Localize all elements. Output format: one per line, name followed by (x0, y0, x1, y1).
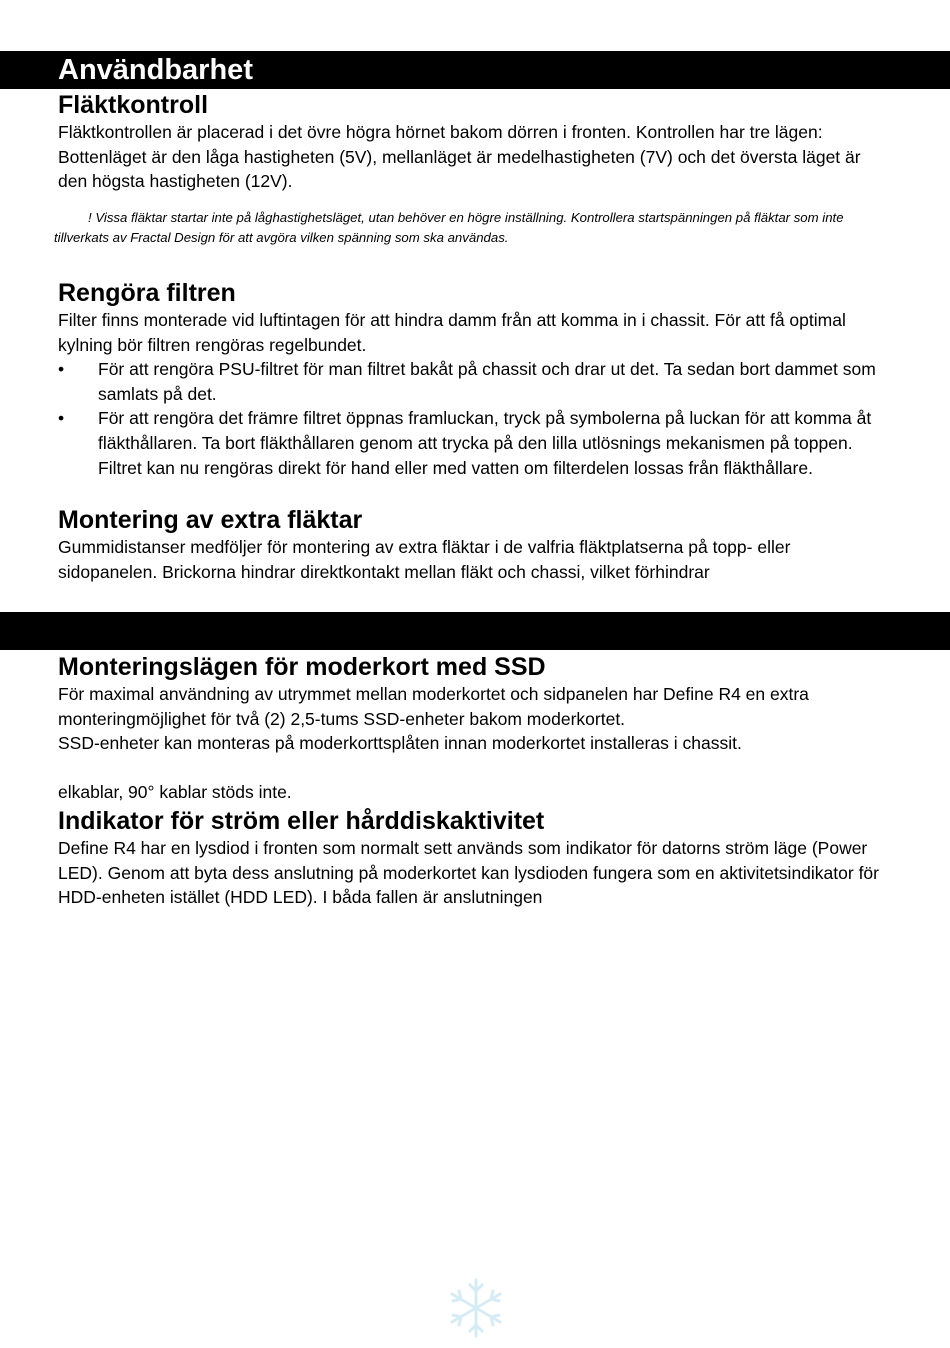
fan-control-heading: Fläktkontroll (58, 91, 209, 119)
extra-fans-heading: Montering av extra fläktar (58, 506, 363, 534)
list-item-text: För att rengöra PSU-filtret för man filtret bakåt på chassit och drar ut det. Ta sedan bort dammet som samlats på det. (98, 359, 876, 404)
list-item-text: För att rengöra det främre filtret öppnas framluckan, tryck på symbolerna på luckan för att komma åt fläkthållaren. Ta bort fläkthållaren genom att trycka på den lilla utlösnings mekanismen på toppen. Filtret kan nu rengöras direkt för hand eller med vatten om filterdelen lossas från fläkthållare. (98, 408, 872, 478)
ssd-mount-body-2: SSD-enheter kan monteras på moderkorttsplåten innan moderkortet installeras i chassit. (58, 733, 742, 754)
indicator-heading: Indikator för ström eller hårddiskaktivitet (58, 807, 545, 835)
page-title: Användbarhet (58, 54, 253, 86)
list-item (58, 357, 890, 406)
bullet-symbol: • (58, 359, 65, 380)
section-header-bar (0, 51, 950, 89)
fan-control-section (54, 90, 890, 248)
ssd-mount-body: För maximal användning av utrymmet mellan moderkortet och sidpanelen har Define R4 en extra monteringmöjlighet för två (2) 2,5-tums SSD-enheter bakom moderkortet. (58, 684, 809, 729)
clean-filters-heading: Rengöra filtren (58, 279, 236, 307)
extra-fans-body: Gummidistanser medföljer för montering av extra fläktar i de valfria fläktplatserna på topp- eller sidopanelen. Brickorna hindrar direktkontakt mellan fläkt och chassi, vilket förhindrar (58, 537, 791, 582)
clean-filters-list (58, 357, 890, 480)
ssd-mount-body-3: elkablar, 90° kablar stöds inte. (58, 782, 292, 803)
extra-fans-section (58, 505, 890, 584)
section-header-bar-2 (0, 612, 950, 650)
list-item (58, 406, 890, 480)
bullet-symbol: • (58, 408, 65, 429)
ssd-mount-heading: Monteringslägen för moderkort med SSD (58, 653, 546, 681)
clean-filters-section (58, 278, 890, 480)
indicator-section (58, 806, 890, 910)
fan-control-body: Fläktkontrollen är placerad i det övre högra hörnet bakom dörren i fronten. Kontrollen har tre lägen: Bottenläget är den låga hastigheten (5V), mellanläget är medelhastigheten (7V) och det översta läget är den högsta hastigheten (12V). (58, 122, 861, 192)
indicator-body: Define R4 har en lysdiod i fronten som normalt sett används som indikator för datorns ström läge (Power LED). Genom att byta dess anslutning på moderkortet kan lysdioden fungera som en aktivitetsindikator för HDD-enheten istället (HDD LED). I båda fallen är anslutningen (58, 838, 879, 908)
clean-filters-body: Filter finns monterade vid luftintagen för att hindra damm från att komma in i chassit. För att få optimal kylning bör filtren rengöras regelbundet. (58, 310, 846, 355)
snowflake-icon (444, 1276, 508, 1340)
fan-control-note: ! Vissa fläktar startar inte på låghastighetsläget, utan behöver en högre inställning. Kontrollera startspänningen på fläktar som inte tillverkats av Fractal Design för att avgöra vilken spänning som ska användas. (54, 209, 844, 245)
ssd-mount-section (58, 652, 890, 805)
